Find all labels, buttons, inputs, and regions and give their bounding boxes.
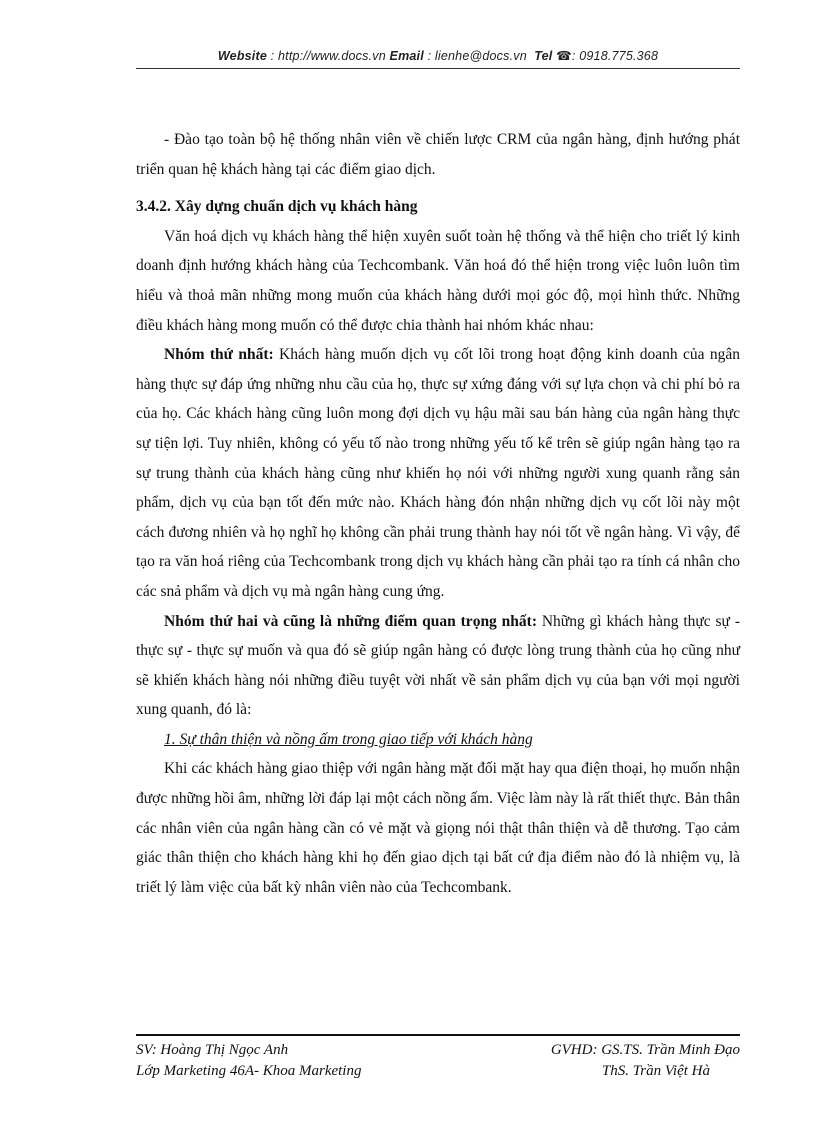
culture-paragraph: Văn hoá dịch vụ khách hàng thể hiện xuyên suốt toàn hệ thống và thể hiện cho triết lý kinh doanh định hướng khách hàng của Techcombank. Văn hoá đó thể hiện trong việc luôn luôn tìm hiểu và thoả mãn những mong muốn của khách hàng dưới mọi góc độ, mọi hình thức. Những điều khách hàng mong muốn có thể được chia thành hai nhóm khác nhau:	[136, 227, 740, 334]
group1-label: Nhóm thứ nhất:	[164, 346, 274, 364]
section-heading: 3.4.2. Xây dựng chuẩn dịch vụ khách hàng	[136, 198, 418, 216]
tel-label: Tel	[534, 49, 553, 63]
friendliness-paragraph: Khi các khách hàng giao thiệp với ngân hàng mặt đối mặt hay qua điện thoại, họ muốn nhận được những hồi âm, những lời đáp lại một cách nồng ấm. Việc làm này là rất thiết thực. Bản thân các nhân viên của ngân hàng cần có vẻ mặt và giọng nói thật thân thiện và dễ thương. Tạo cảm giác thân thiện cho khách hàng khi họ đến giao dịch tại bất cứ địa điểm nào đó là nhiệm vụ, là triết lý làm việc của bất kỳ nhân viên nào của Techcombank.	[136, 760, 740, 896]
email-label: Email	[389, 49, 424, 63]
group1-text: Khách hàng muốn dịch vụ cốt lõi trong hoạt động kinh doanh của ngân hàng thực sự đáp ứng những nhu cầu của họ, thực sự xứng đáng với sự lựa chọn và chi phí bỏ ra của họ. Các khách hàng cũng luôn mong đợi dịch vụ hậu mãi sau bán hàng của ngân hàng thực sự tiện lợi. Tuy nhiên, không có yếu tố nào trong những yếu tố kể trên sẽ giúp ngân hàng tạo ra sự trung thành của khách hàng cũng như khiến họ nói với những người xung quanh rằng sản phẩm, dịch vụ của bạn tốt đến mức nào. Khách hàng đón nhận những dịch vụ cốt lõi này một cách đương nhiên và họ nghĩ họ không cần phải trung thành hay nói tốt về ngân hàng. Vì vậy, để tạo ra văn hoá riêng của Techcombank trong dịch vụ khách hàng cần phải tạo ra tính cá nhân cho các snả phẩm và dịch vụ mà ngân hàng cung ứng.	[136, 346, 740, 600]
page-header	[136, 48, 740, 63]
footer-row-1	[136, 1040, 740, 1061]
website-value: http://www.docs.vn	[278, 49, 386, 63]
advisor-1: GVHD: GS.TS. Trần Minh Đạo	[550, 1042, 740, 1058]
intro-paragraph: - Đào tạo toàn bộ hệ thống nhân viên về chiến lược CRM của ngân hàng, định hướng phát triển quan hệ khách hàng tại các điểm giao dịch.	[136, 131, 740, 178]
footer-divider	[136, 1034, 740, 1036]
footer-row-2	[136, 1061, 740, 1082]
subheading: 1. Sự thân thiện và nồng ấm trong giao tiếp với khách hàng	[164, 730, 533, 748]
group2-paragraph	[136, 607, 740, 725]
advisor-2: ThS. Trần Việt Hà	[601, 1063, 710, 1079]
group2-label: Nhóm thứ hai và cũng là những điểm quan trọng nhất:	[164, 612, 537, 630]
page-footer	[136, 1040, 740, 1082]
phone-icon: ☎	[556, 49, 572, 63]
page-content	[136, 125, 740, 902]
email-value: lienhe@docs.vn	[434, 49, 527, 63]
website-sep: :	[267, 49, 279, 63]
website-label: Website	[217, 49, 267, 63]
student-name: SV: Hoàng Thị Ngọc Anh	[136, 1042, 289, 1058]
tel-value: : 0918.775.368	[571, 49, 659, 63]
class-name: Lớp Marketing 46A- Khoa Marketing	[136, 1063, 362, 1079]
group1-paragraph	[136, 340, 740, 606]
header-divider	[136, 68, 740, 69]
email-sep: :	[423, 49, 435, 63]
group2-text: Những gì khách hàng thực sự - thực sự - thực sự muốn và qua đó sẽ giúp ngân hàng có được lòng trung thành của họ cũng như sẽ khiến khách hàng nói những điều tuyệt vời nhất về sản phẩm dịch vụ của bạn với mọi người xung quanh, đó là:	[136, 612, 740, 719]
